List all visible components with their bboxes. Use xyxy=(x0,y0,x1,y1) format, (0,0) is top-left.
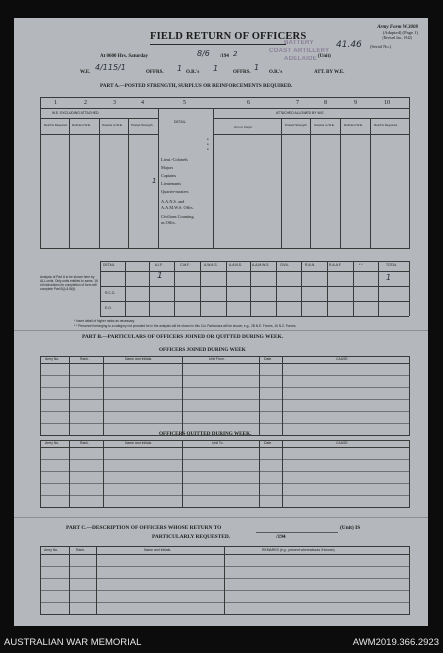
quitted-header-unit: Unit To. xyxy=(212,441,224,445)
offrs2-value: 1 xyxy=(254,63,260,72)
quitted-header-rank: Rank. xyxy=(80,441,89,445)
revised-note: (Revised Jan., 1942) xyxy=(382,36,412,40)
adapted-note: (Adapted) (Page 1) xyxy=(382,30,418,35)
col-number: 2 xyxy=(84,100,87,106)
joined-title: OFFICERS JOINED DURING WEEK xyxy=(159,347,246,353)
joined-header-unit: Unit From. xyxy=(209,357,225,361)
total-value: 1 xyxy=(386,273,392,282)
col-number: 9 xyxy=(354,100,357,106)
deficient-left: Deficient W.E. xyxy=(72,123,91,127)
analysis-note: Analysis of Part A to be shown here by ALL units. Only units entitled to same, 16 of instructions for completion of form will complete Part B(i) & B(ii). xyxy=(40,275,98,291)
at-time-label: At 0600 Hrs. Saturday xyxy=(100,54,149,59)
ors-value: 1 xyxy=(213,64,219,73)
stamp-coast-artillery: COAST ARTILLERY xyxy=(269,48,330,54)
posted-strength-mark: 1 xyxy=(152,177,157,185)
col-number: 4 xyxy=(141,100,144,106)
form-title: FIELD RETURN OF OFFICERS xyxy=(150,31,307,42)
analysis-header: A.A.M.W.S. xyxy=(252,263,270,267)
col-number: 8 xyxy=(324,100,327,106)
joined-header-cause: CAUSE. xyxy=(336,357,349,361)
unit-label: (Unit) xyxy=(318,54,331,59)
we-label: W.E. xyxy=(80,70,91,75)
part-c-unit-label: (Unit) IS xyxy=(340,525,361,531)
aif-value: 1 xyxy=(157,271,163,281)
part-c-heading: PART C.—DESCRIPTION OF OFFICERS WHOSE RETURN TO xyxy=(66,525,222,531)
analysis-header: CIVIL. xyxy=(280,263,290,267)
analysis-row-rco: R.C.O. xyxy=(105,291,116,295)
col-number: 10 xyxy=(384,100,390,106)
serial-number-value: 41.46 xyxy=(336,40,362,50)
quitted-header-date: Date. xyxy=(264,441,273,445)
quitted-header-army-no: Army No. xyxy=(45,441,60,445)
analysis-header: A.A.N.S. xyxy=(229,263,243,267)
quitted-title: OFFICERS QUITTED DURING WEEK. xyxy=(159,431,252,437)
col-number: 6 xyxy=(247,100,250,106)
ors-label: O.R.'s xyxy=(186,70,200,75)
analysis-header: A.I.F. xyxy=(155,263,163,267)
posted-left: Posted Strength. xyxy=(131,123,154,127)
footnote-1: * Insert detail of higher ranks as necessary. xyxy=(74,319,135,323)
serial-number-label: (Serial No.) xyxy=(370,44,392,49)
ors2-label: O.R.'s xyxy=(269,70,283,75)
we-value: 4/115/1 xyxy=(95,63,126,72)
col-number: 7 xyxy=(296,100,299,106)
part-c-date: /194 xyxy=(276,534,286,540)
rank-item: Captains xyxy=(161,173,177,178)
joined-header-rank: Rank. xyxy=(80,357,89,361)
rank-item: Quarter-masters xyxy=(161,189,189,194)
offrs-label: OFFRS. xyxy=(146,70,164,75)
part-c-header-remarks: REMARKS (e.g., present whereabouts if known). xyxy=(262,548,336,552)
army-form-number: Army Form W.3008 xyxy=(377,25,418,30)
joined-header-army-no: Army No. xyxy=(45,357,60,361)
analysis-header: A.W.A.S. xyxy=(204,263,218,267)
part-c-header-rank: Rank. xyxy=(76,548,85,552)
footer-accession-number: AWM2019.366.2923 xyxy=(352,637,439,648)
arm-corps-header: Arm or Corps. xyxy=(234,125,253,129)
part-b-heading: PART B.—PARTICULARS OF OFFICERS JOINED OR QUITTED DURING WEEK. xyxy=(82,334,284,340)
date-value: 8/6 xyxy=(197,49,210,58)
col-number: 1 xyxy=(54,100,57,106)
analysis-header: DETAIL xyxy=(103,263,115,267)
detail-header: DETAIL. xyxy=(174,120,187,124)
quitted-header-cause: CAUSE. xyxy=(336,441,349,445)
att-label: ATT. BY W.E. xyxy=(314,70,345,75)
analysis-row-eo: E.O. xyxy=(105,306,112,310)
analysis-header: R.A.N. xyxy=(305,263,315,267)
rank-item: Lieut.-Colonels xyxy=(161,157,188,162)
surplus-left: Surplus to W.E. xyxy=(102,123,123,127)
part-a-heading: PART A.—POSTED STRENGTH, SURPLUS OR REINFORCEMENTS REQUIRED. xyxy=(100,83,293,89)
footnote-2: * * Personnel belonging to a category not provided for in the analysis will be shown in this Col. Particulars will be shown; e.g., 2B N.E. Forces, 16 N.Z. Forces. xyxy=(74,324,297,328)
offrs2-label: OFFRS. xyxy=(233,70,251,75)
offrs-value: 1 xyxy=(177,64,183,73)
quitted-header-name: Name and Initials. xyxy=(125,441,153,445)
part-c-requested: PARTICULARLY REQUESTED. xyxy=(152,534,231,540)
rank-item: A.A.N.S. and xyxy=(161,199,185,204)
field-return-form xyxy=(14,18,428,626)
col-number: 3 xyxy=(113,100,116,106)
surplus-right: Surplus to W.E. xyxy=(314,123,335,127)
year-label: /194 xyxy=(220,54,229,59)
stamp-battery: BATTERY xyxy=(284,40,314,46)
footer-institution: AUSTRALIAN WAR MEMORIAL xyxy=(4,637,142,648)
rank-item: A.A.M.W.S. Offrs. xyxy=(161,205,194,210)
part-c-header-army-no: Army No. xyxy=(44,548,59,552)
analysis-header: * * xyxy=(359,263,363,267)
reinf-required-left: Reinf'ts Required. xyxy=(44,123,68,127)
analysis-header: R.A.A.F. xyxy=(329,263,342,267)
analysis-header: TOTAL xyxy=(386,263,397,267)
rank-item: Majors xyxy=(161,165,174,170)
part-c-header-name: Name and Initials. xyxy=(144,548,172,552)
attached-allowed-header: ATTACHED ALLOWED BY W.E. xyxy=(276,111,325,115)
we-excluding-header: W.E. EXCLUDING ATTACHED. xyxy=(52,111,100,115)
posted-right: Posted Strength. xyxy=(285,123,308,127)
year-value: 2 xyxy=(233,50,238,58)
stamp-adelaide: ADELAIDE xyxy=(284,56,318,62)
joined-header-name: Name and Initials. xyxy=(125,357,153,361)
deficient-right: Deficient W.E. xyxy=(344,123,363,127)
reinf-required-right: Reinf'ts Required. xyxy=(374,123,398,127)
rank-item: Civilians Counting xyxy=(161,214,194,219)
rank-item: Lieutenants xyxy=(161,181,182,186)
analysis-header: C.M.F. xyxy=(180,263,190,267)
dots-marker: • • • xyxy=(207,138,209,153)
joined-header-date: Date. xyxy=(264,357,273,361)
rank-item: as Offrs. xyxy=(161,220,176,225)
col-number: 5 xyxy=(183,100,186,106)
